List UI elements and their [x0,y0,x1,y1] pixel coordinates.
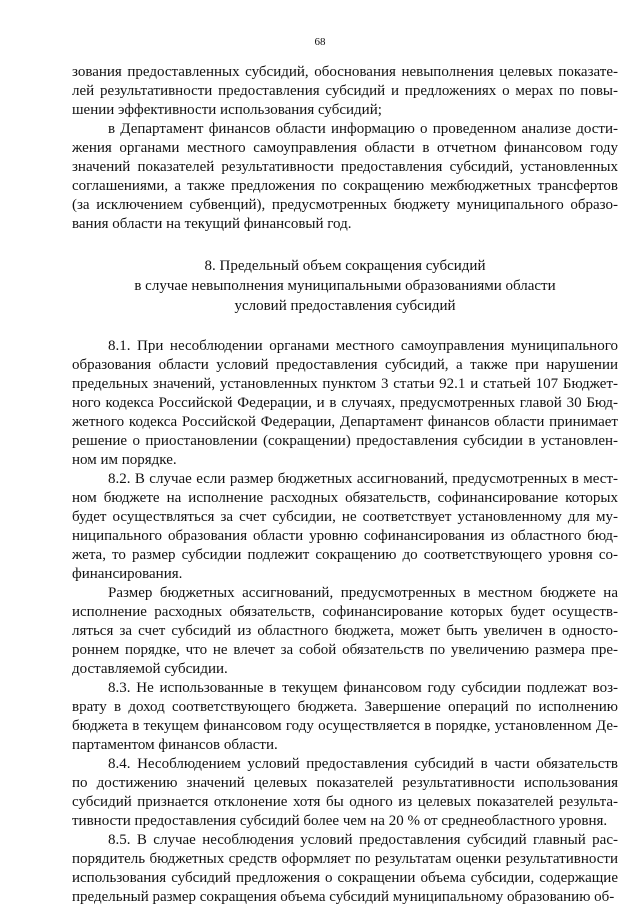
text-line: роннем порядке, что не влечет за собой обязательств по увеличению размера пре- [72,642,618,658]
page-number: 68 [314,36,326,48]
text-line: ного кодекса Российской Федерации, и в случаях, предусмотренных главой 30 Бюд- [72,395,618,411]
text-line: шении эффективности использования субсидий; [72,102,382,118]
paragraph [72,755,618,831]
text-line: 8.2. В случае если размер бюджетных ассигнований, предусмотренных в мест- [108,471,618,487]
text-line: бюджета в текущем финансовом году осуществляется в порядке, установленном Де- [72,718,618,734]
heading-line: в случае невыполнения муниципальными образованиями области [134,278,556,294]
paragraph [72,831,618,907]
text-line: врату в доход соответствующего бюджета. Завершение операций по исполнению [72,699,618,715]
paragraph [72,584,618,679]
text-line: образования области условий предоставления субсидий, а также при нарушении [72,357,618,373]
paragraph [72,470,618,584]
text-line: по достижению значений целевых показателей результативности использования [72,775,618,791]
text-line: соглашениями, а также предложения по сокращению межбюджетных трансфертов [72,178,618,194]
text-line: финансирования. [72,566,183,582]
text-line: лей результативности предоставления субсидий и предложениях о мерах по повы- [72,83,618,99]
heading-line: условий предоставления субсидий [234,298,456,314]
text-line: доставляемой субсидии. [72,661,228,677]
text-line: партаментом финансов области. [72,737,278,753]
text-line: использования субсидий предложения о сокращении объема субсидии, содержащие [72,870,618,886]
text-line: решение о приостановлении (сокращении) предоставления субсидии в установлен- [72,433,618,449]
text-line: жетного кодекса Российской Федерации, Департамент финансов области принимает [72,414,618,430]
text-line: Размер бюджетных ассигнований, предусмотренных в местном бюджете на [108,585,618,601]
text-line: вания области на текущий финансовый год. [72,216,352,232]
text-line: субсидий признается отклонение хотя бы одного из целевых показателей результа- [72,794,618,810]
text-line: ном им порядке. [72,452,177,468]
top-paragraphs [72,63,618,234]
document-body [72,63,618,907]
text-line: исполнение расходных обязательств, софинансирование которых будет осуществ- [72,604,618,620]
text-line: ниципального образования области уровню софинансирования из областного бюд- [72,528,618,544]
text-line: 8.3. Не использованные в текущем финансовом году субсидии подлежат воз- [108,680,618,696]
text-line: жения органами местного самоуправления области в отчетном финансовом году [72,140,618,156]
paragraph [72,337,618,470]
heading-line: 8. Предельный объем сокращения субсидий [204,258,486,274]
paragraph [72,120,618,234]
text-line: будет осуществляться за счет субсидии, не соответствует установленному для му- [72,509,618,525]
text-line: (за исключением субвенций), предусмотренных бюджету муниципального образо- [72,197,618,213]
text-line: предельный размер сокращения объема субсидий муниципальному образованию об- [72,889,615,905]
text-line: ном бюджете на исполнение расходных обязательств, софинансирование которых [72,490,618,506]
text-line: тивности предоставления субсидий более чем на 20 % от среднеобластного уровня. [72,813,608,829]
paragraph [72,63,618,120]
text-line: жета, то размер субсидии подлежит сокращению до соответствующего уровня со- [72,547,618,563]
text-line: порядитель бюджетных средств оформляет по результатам оценки результативности [72,851,618,867]
text-line: зования предоставленных субсидий, обоснования невыполнения целевых показате- [72,64,618,80]
section-paragraphs [72,337,618,907]
text-line: 8.1. При несоблюдении органами местного самоуправления муниципального [108,338,618,354]
text-line: значений показателей результативности предоставления субсидий, установленных [72,159,618,175]
text-line: 8.4. Несоблюдением условий предоставления субсидий в части обязательств [108,756,618,772]
paragraph [72,679,618,755]
text-line: предельных значений, установленных пунктом 3 статьи 92.1 и статьей 107 Бюджет- [72,376,618,392]
text-line: ляться за счет субсидий из областного бюджета, может быть увеличен в односто- [72,623,618,639]
text-line: 8.5. В случае несоблюдения условий предоставления субсидий главный рас- [108,832,618,848]
section-heading [72,256,618,316]
text-line: в Департамент финансов области информацию о проведенном анализе дости- [108,121,618,137]
